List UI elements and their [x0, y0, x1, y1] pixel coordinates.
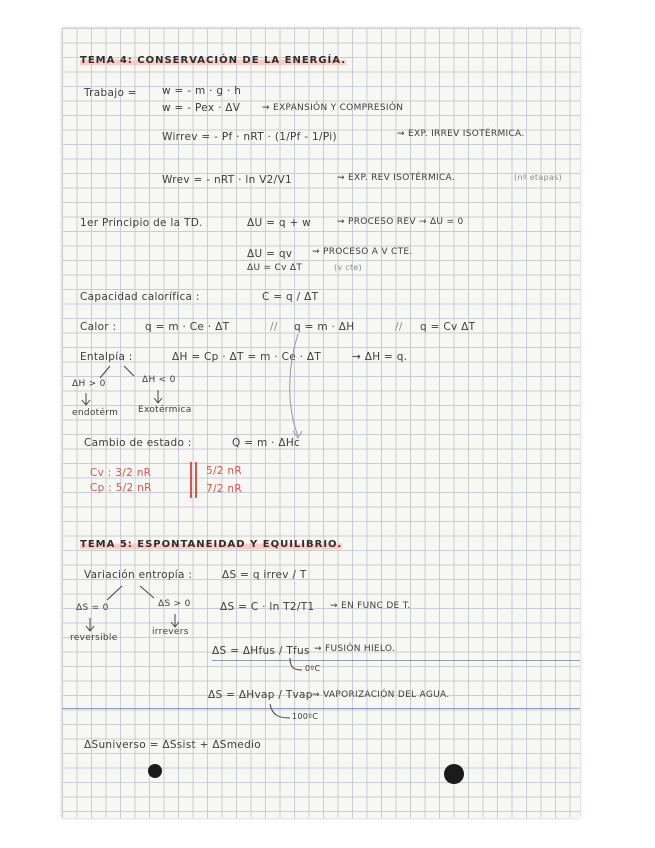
primer-principio-label: 1er Principio de la TD.	[80, 217, 203, 229]
tema4-title: TEMA 4: CONSERVACIÓN DE LA ENERGÍA.	[80, 55, 347, 66]
primer-principio-eq3: ΔU = Cv ΔT	[247, 263, 303, 273]
calor-sep-1: //	[270, 321, 278, 333]
entalpia-right-result: Exotérmica	[138, 405, 192, 415]
capacidad-cp: Cp : 5/2 nR	[90, 482, 152, 494]
trabajo-note4: ⇝ EXP. REV ISOTÉRMICA.	[337, 173, 456, 183]
entropia-note4: ⇝ VAPORIZACIÓN DEL AGUA.	[312, 690, 450, 700]
primer-principio-note2: ⇝ PROCESO A V CTE.	[312, 247, 413, 257]
trabajo-eq1: w = - m · g · h	[162, 85, 242, 97]
entropia-universo: ΔSuniverso = ΔSsist + ΔSmedio	[84, 739, 261, 751]
binder-hole-left	[148, 764, 162, 778]
trabajo-note2: ⇝ EXPANSIÓN Y COMPRESIÓN	[262, 103, 404, 113]
calor-eq3: q = Cv ΔT	[420, 321, 476, 333]
entalpia-left-cond: ΔH > 0	[72, 379, 106, 389]
notebook-page	[62, 28, 580, 818]
divider-left	[190, 462, 192, 498]
entropia-label: Variación entropía :	[84, 569, 193, 581]
tema5-title: TEMA 5: ESPONTANEIDAD Y EQUILIBRIO.	[80, 539, 343, 550]
primer-principio-note1: ⇝ PROCESO REV → ΔU = 0	[337, 217, 464, 227]
calor-sep-2: //	[395, 321, 403, 333]
entropia-eq1: ΔS = q irrev / T	[222, 569, 307, 581]
entropia-right-result: irrevers	[152, 627, 189, 637]
trabajo-note4b: (nº etapas)	[514, 173, 563, 182]
trabajo-eq3: Wirrev = - Pf · nRT · (1/Pf - 1/Pi)	[162, 131, 337, 143]
entropia-temp4: 100ºC	[292, 712, 319, 721]
entalpia-eq2: → ΔH = q.	[352, 351, 408, 363]
divider-right	[195, 462, 197, 498]
trabajo-label: Trabajo =	[84, 87, 137, 99]
entropia-left-cond: ΔS = 0	[76, 603, 109, 613]
cambio-estado-eq: Q = m · ΔHc	[232, 437, 301, 449]
primer-principio-note3: (v cte)	[334, 263, 363, 272]
entropia-note2: ⇝ EN FUNC DE T.	[330, 601, 411, 611]
entalpia-eq1: ΔH = Cp · ΔT = m · Ce · ΔT	[172, 351, 322, 363]
primer-principio-eq1: ΔU = q + w	[247, 217, 312, 229]
entropia-note3: ⇝ FUSIÓN HIELO.	[314, 644, 396, 654]
entropia-right-cond: ΔS > 0	[158, 599, 191, 609]
trabajo-eq2: w = - Pex · ΔV	[162, 102, 241, 114]
calor-eq1: q = m · Ce · ΔT	[145, 321, 230, 333]
entalpia-right-cond: ΔH < 0	[142, 375, 176, 385]
entropia-eq2: ΔS = C · ln T2/T1	[220, 601, 315, 613]
binder-hole-right	[444, 764, 464, 784]
entropia-eq3: ΔS = ΔHfus / Tfus	[212, 645, 310, 657]
capacidad-cp-alt: 7/2 nR	[206, 483, 242, 495]
entropia-eq4: ΔS = ΔHvap / Tvap	[208, 689, 313, 701]
entalpia-left-result: endotérm	[72, 408, 119, 418]
trabajo-note3: ⇝ EXP. IRREV ISOTÉRMICA.	[397, 129, 525, 139]
cambio-estado-label: Cambio de estado :	[84, 437, 192, 449]
capacidad-label: Capacidad calorífica :	[80, 291, 200, 303]
calor-label: Calor :	[80, 321, 117, 333]
primer-principio-eq2: ΔU = qv	[247, 248, 293, 260]
rule-line-1	[212, 660, 580, 661]
rule-line-2	[62, 708, 580, 709]
capacidad-eq: C = q / ΔT	[262, 291, 319, 303]
entalpia-label: Entalpía :	[80, 351, 133, 363]
capacidad-cv: Cv : 3/2 nR	[90, 467, 152, 479]
capacidad-cv-alt: 5/2 nR	[206, 465, 242, 477]
entropia-left-result: reversible	[70, 633, 118, 643]
entropia-temp3: 0ºC	[305, 664, 321, 673]
calor-eq2: q = m · ΔH	[294, 321, 355, 333]
trabajo-eq4: Wrev = - nRT · ln V2/V1	[162, 174, 292, 186]
